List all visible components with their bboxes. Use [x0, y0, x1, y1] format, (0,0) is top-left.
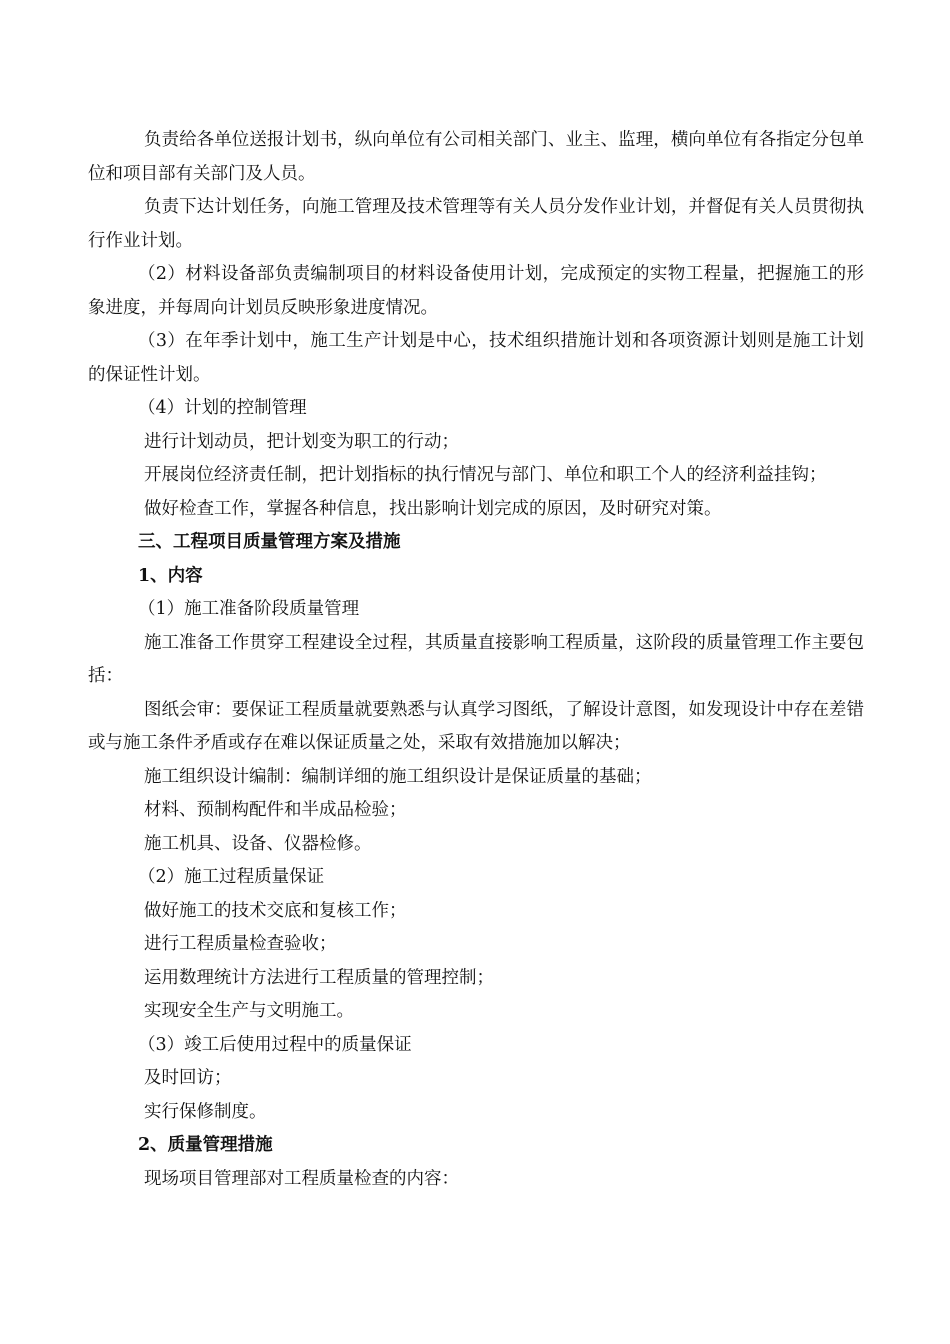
- paragraph-equipment-repair: 施工机具、设备、仪器检修。: [144, 833, 372, 854]
- paragraph-statistical-control: 运用数理统计方法进行工程质量的管理控制；: [144, 967, 494, 988]
- paragraph-item-1-preparation: （1）施工准备阶段质量管理: [138, 599, 360, 619]
- paragraph-safe-production: 实现安全生产与文明施工。: [144, 1001, 354, 1021]
- section-heading-quality-management: 三、工程项目质量管理方案及措施: [138, 532, 401, 552]
- paragraph-material-inspection: 材料、预制构配件和半成品检验；: [144, 800, 407, 820]
- subsection-heading-content: 1、内容: [138, 565, 203, 586]
- paragraph-construction-design: 施工组织设计编制：编制详细的施工组织设计是保证质量的基础；: [144, 766, 652, 787]
- paragraph-item-4-plan-control: （4）计划的控制管理: [138, 398, 307, 418]
- paragraph-item-3-annual-plan: （3）在年季计划中，施工生产计划是中心，技术组织措施计划和各项资源计划则是施工计划的保证性计划。: [88, 331, 864, 385]
- paragraph-warranty-system: 实行保修制度。: [144, 1101, 267, 1122]
- paragraph-item-2-process: （2）施工过程质量保证: [138, 867, 325, 887]
- paragraph-drawing-review: 图纸会审：要保证工程质量就要熟悉与认真学习图纸，了解设计意图，如发现设计中存在差错或与施工条件矛盾或存在难以保证质量之处，采取有效措施加以解决；: [88, 699, 864, 753]
- paragraph-preparation-overview: 施工准备工作贯穿工程建设全过程，其质量直接影响工程质量，这阶段的质量管理工作主要包括：: [88, 632, 864, 686]
- paragraph-item-3-after-completion: （3）竣工后使用过程中的质量保证: [138, 1034, 412, 1055]
- paragraph-quality-acceptance: 进行工程质量检查验收；: [144, 934, 337, 954]
- paragraph-site-inspection-content: 现场项目管理部对工程质量检查的内容：: [144, 1168, 459, 1189]
- document-body: [88, 124, 864, 1196]
- paragraph-return-visit: 及时回访；: [144, 1068, 232, 1088]
- paragraph-report-plans: 负责给各单位送报计划书，纵向单位有公司相关部门、业主、监理，横向单位有各指定分包单位和项目部有关部门及人员。: [88, 130, 864, 184]
- subsection-heading-measures: 2、质量管理措施: [138, 1135, 273, 1155]
- paragraph-technical-briefing: 做好施工的技术交底和复核工作；: [144, 900, 407, 921]
- paragraph-issue-tasks: 负责下达计划任务，向施工管理及技术管理等有关人员分发作业计划，并督促有关人员贯彻执行作业计划。: [88, 197, 864, 251]
- paragraph-inspection-work: 做好检查工作，掌握各种信息，找出影响计划完成的原因，及时研究对策。: [144, 498, 722, 519]
- paragraph-plan-mobilization: 进行计划动员，把计划变为职工的行动；: [144, 431, 459, 452]
- paragraph-responsibility-system: 开展岗位经济责任制，把计划指标的执行情况与部门、单位和职工个人的经济利益挂钩；: [144, 465, 827, 485]
- paragraph-item-2-materials: （2）材料设备部负责编制项目的材料设备使用计划，完成预定的实物工程量，把握施工的形象进度，并每周向计划员反映形象进度情况。: [88, 264, 864, 318]
